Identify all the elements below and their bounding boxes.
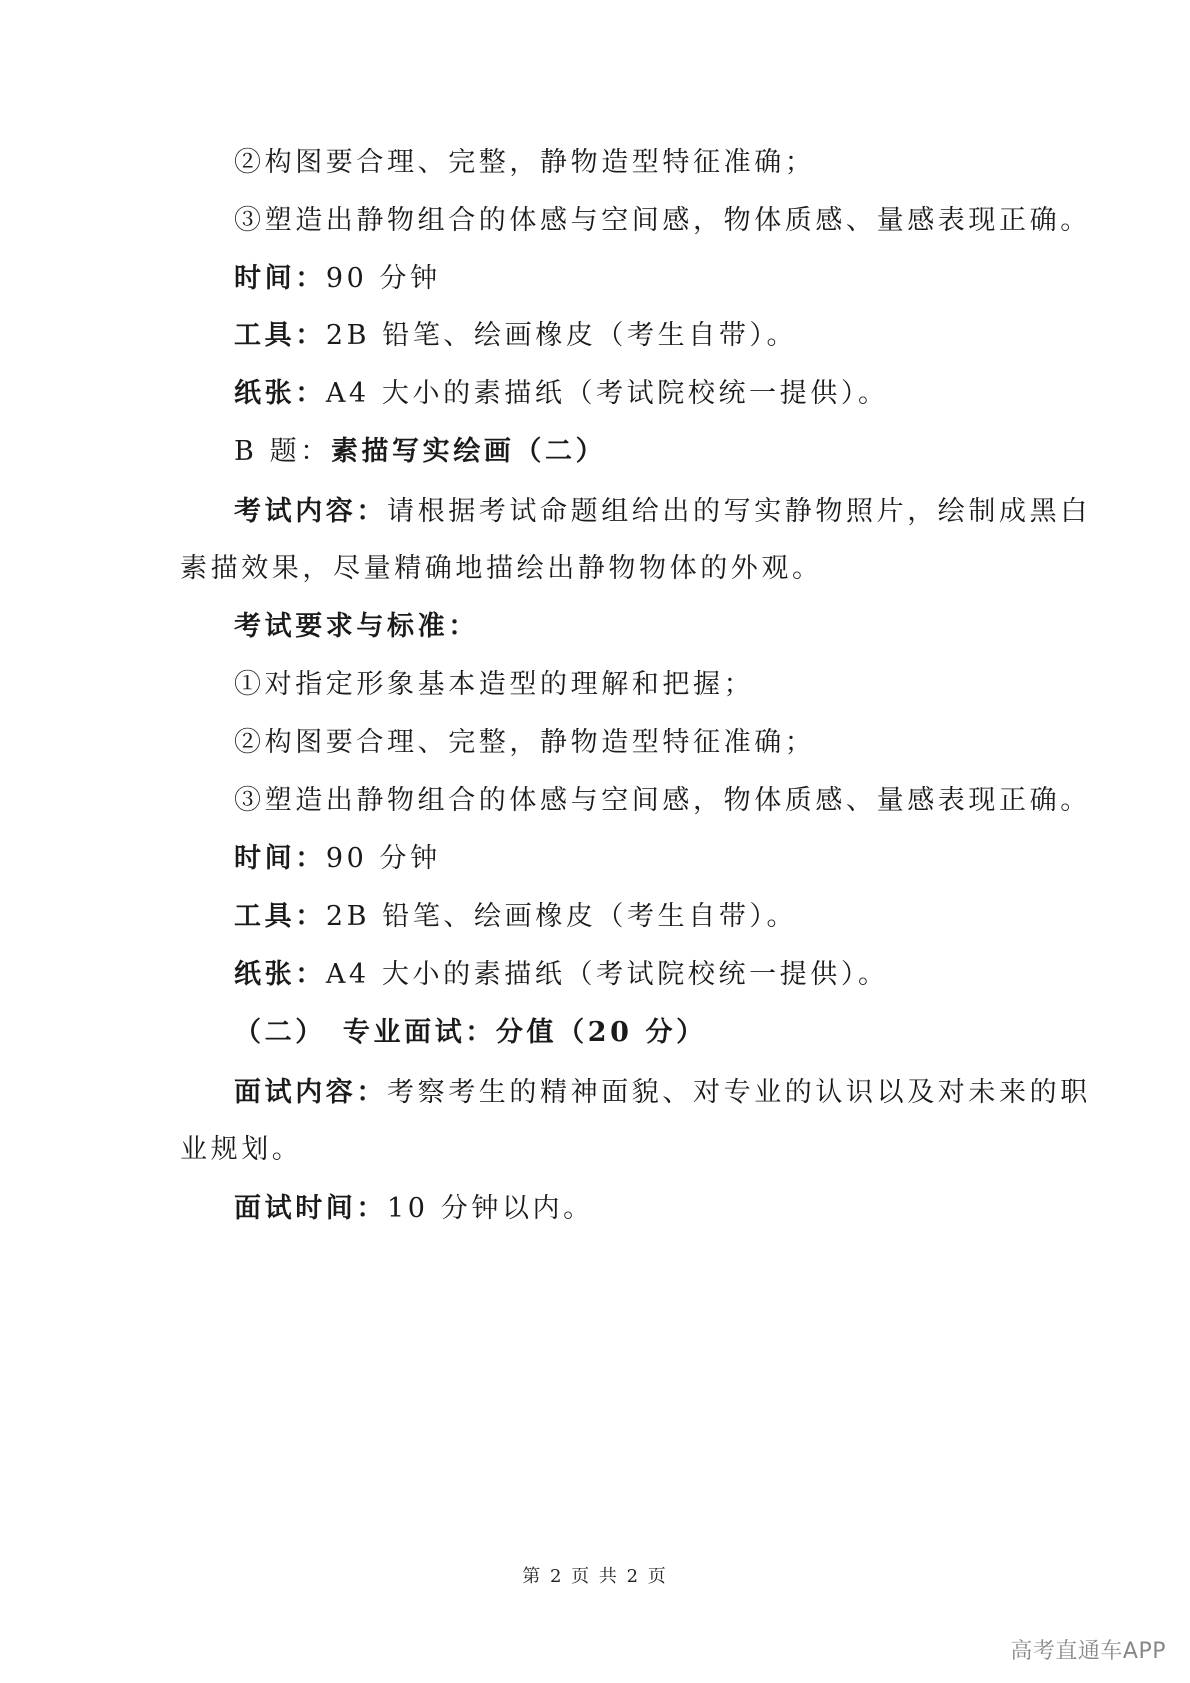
line-text: 2B 铅笔、绘画橡皮（考生自带）。 (325, 901, 798, 932)
section-heading-b (234, 434, 1024, 470)
text-line (234, 203, 1091, 239)
text-line (180, 551, 970, 587)
line-label: 时间： (234, 263, 326, 294)
line-text: A4 大小的素描纸（考试院校统一提供）。 (325, 378, 889, 409)
text-line (234, 783, 1091, 819)
paper-line (234, 376, 1024, 412)
interview-content-line (234, 1075, 1091, 1111)
line-label: 面试时间： (234, 1193, 387, 1224)
line-text: ①对指定形象基本造型的理解和把握； (234, 669, 755, 700)
line-text: 10 分钟以内。 (387, 1193, 594, 1224)
line-label: 纸张： (234, 959, 326, 990)
heading-title: （二） 专业面试：分值（20 分） (234, 1017, 707, 1048)
line-label: 考试要求与标准： (234, 611, 479, 642)
watermark: 高考直通车APP (1010, 1639, 1166, 1664)
line-text: 90 分钟 (325, 263, 441, 294)
text-line (180, 1132, 970, 1168)
line-text: ②构图要合理、完整，静物造型特征准确； (234, 727, 816, 758)
time-line (234, 841, 1024, 877)
line-label: 面试内容： (234, 1077, 387, 1108)
page-number: 第 2 页 共 2 页 (522, 1566, 668, 1587)
interview-time-line (234, 1191, 1024, 1227)
requirements-heading (234, 609, 1024, 645)
line-text: 考察考生的精神面貌、对专业的认识以及对未来的职 (387, 1077, 1091, 1108)
line-text: ③塑造出静物组合的体感与空间感，物体质感、量感表现正确。 (234, 785, 1091, 816)
text-line (234, 667, 1024, 703)
tools-line (234, 318, 1024, 354)
line-text: 业规划。 (180, 1134, 303, 1165)
time-line (234, 261, 1024, 297)
line-text: ③塑造出静物组合的体感与空间感，物体质感、量感表现正确。 (234, 205, 1091, 236)
tools-line (234, 899, 1024, 935)
line-text: 2B 铅笔、绘画橡皮（考生自带）。 (325, 320, 798, 351)
exam-content-line (234, 494, 1091, 530)
section-heading-interview (234, 1015, 1024, 1051)
heading-title: 素描写实绘画（二） (330, 436, 607, 467)
line-text: A4 大小的素描纸（考试院校统一提供）。 (325, 959, 889, 990)
paper-line (234, 957, 1024, 993)
line-text: ②构图要合理、完整，静物造型特征准确； (234, 147, 816, 178)
line-text: 素描效果，尽量精确地描绘出静物物体的外观。 (180, 553, 823, 584)
text-line (234, 145, 1024, 181)
line-label: 时间： (234, 843, 326, 874)
line-text: 90 分钟 (325, 843, 441, 874)
heading-prefix: B 题： (234, 436, 331, 467)
text-line (234, 725, 1024, 761)
line-label: 工具： (234, 320, 326, 351)
line-label: 考试内容： (234, 496, 387, 527)
line-label: 工具： (234, 901, 326, 932)
line-text: 请根据考试命题组给出的写实静物照片，绘制成黑白 (387, 496, 1091, 527)
line-label: 纸张： (234, 378, 326, 409)
